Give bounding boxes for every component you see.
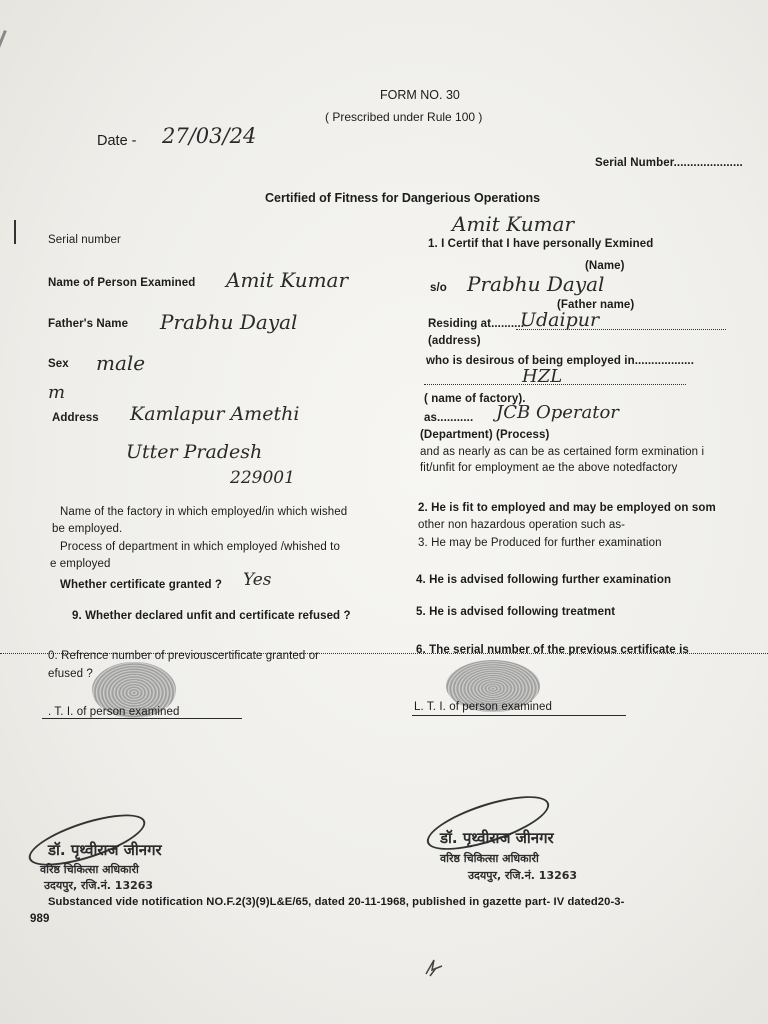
as-label: as........... (424, 412, 474, 424)
right-stamp-title: वरिष्ठ चिकित्सा अधिकारी (440, 852, 539, 865)
paper-fold-mark (0, 30, 7, 170)
employed-in-text: who is desirous of being employed in.................. (426, 355, 695, 367)
department-caption: (Department) (Process) (420, 429, 550, 441)
item-4: 4. He is advised following further examination (416, 574, 672, 586)
q-process-line-1: Process of department in which employed /whished to (60, 541, 340, 553)
footer-notification-line-2: 989 (30, 913, 50, 925)
left-stamp-reg: उदयपुर, रजि.नं. 13263 (44, 879, 154, 892)
form-number: FORM NO. 30 (380, 88, 460, 102)
right-lti-line (412, 715, 626, 716)
q-certificate-granted: Whether certificate granted ? (60, 579, 223, 591)
address-pin: 229001 (230, 468, 295, 488)
q-refrence-line-2: efused ? (48, 668, 93, 680)
father-name-label: Father's Name (48, 318, 129, 330)
person-name-value: Amit Kumar (226, 268, 349, 292)
name-caption: (Name) (585, 260, 625, 272)
left-lti-line (42, 718, 242, 719)
as-value: JCB Operator (496, 402, 619, 423)
left-stamp-name: डॉ. पृथ्वीराज जीनगर (48, 841, 162, 859)
residing-dotline (516, 329, 726, 330)
so-value: Prabhu Dayal (467, 272, 605, 296)
serial-number-label: Serial number (48, 234, 121, 246)
factory-caption: ( name of factory). (424, 393, 526, 405)
address-label: Address (52, 412, 99, 424)
sex-label: Sex (48, 358, 69, 370)
form-title: Certified of Fitness for Dangerious Operations (265, 191, 541, 205)
factory-value: HZL (522, 366, 563, 387)
item-2-line-2: other non hazardous operation such as- (418, 519, 626, 531)
ascertained-line-1: and as nearly as can be as certained form exmination i (420, 446, 705, 458)
right-stamp-name: डॉ. पृथ्वीराज जीनगर (440, 829, 554, 847)
right-stamp-reg: उदयपुर, रजि.नं. 13263 (468, 869, 578, 882)
left-lti-label: . T. I. of person examined (48, 706, 180, 718)
item-6: 6. The serial number of the previous certificate is (416, 644, 689, 656)
q-factory-line-1: Name of the factory in which employed/in which wished (60, 506, 348, 518)
margin-mark: m (48, 382, 66, 403)
person-name-label: Name of Person Examined (48, 277, 196, 289)
residing-label: Residing at.......... (428, 318, 525, 330)
certificate-granted-mark: Yes (243, 570, 272, 590)
q-declared-unfit: 9. Whether declared unfit and certificate refused ? (72, 610, 351, 622)
footer-notification-line-1: Substanced vide notification NO.F.2(3)(9)L&E/65, dated 20-11-1968, published in gazette part- IV dated20-3- (48, 896, 625, 908)
item-2-line-1: 2. He is fit to employed and may be employed on som (418, 502, 716, 514)
left-stamp-title: वरिष्ठ चिकित्सा अधिकारी (40, 863, 139, 876)
father-name-value: Prabhu Dayal (160, 310, 298, 334)
scribble-mark (424, 956, 444, 978)
form-rule-reference: ( Prescribed under Rule 100 ) (325, 110, 483, 124)
date-value: 27/03/24 (162, 124, 257, 148)
date-label: Date - (97, 133, 137, 149)
q-process-line-2: e employed (50, 558, 111, 570)
right-lti-label: L. T. I. of person examined (414, 701, 553, 713)
ascertained-line-2: fit/unfit for employment ae the above notedfactory (420, 462, 678, 474)
address-line-2: Utter Pradesh (126, 441, 263, 463)
q-refrence-line-1: 0. Refrence number of previouscertificate granted or (48, 650, 320, 662)
certify-text: 1. I Certif that I have personally Exmined (428, 238, 654, 250)
residing-value: Udaipur (520, 309, 600, 331)
sex-value: male (96, 351, 146, 375)
item-3: 3. He may be Produced for further examination (418, 537, 662, 549)
right-signature-mark (421, 785, 554, 861)
q-factory-line-2: be employed. (52, 523, 123, 535)
address-caption: (address) (428, 335, 481, 347)
father-caption: (Father name) (557, 299, 635, 311)
right-name-top: Amit Kumar (452, 212, 575, 236)
margin-bracket (14, 220, 22, 244)
so-label: s/o (430, 282, 447, 294)
serial-number-header: Serial Number..................... (595, 157, 743, 169)
address-line-1: Kamlapur Amethi (130, 403, 300, 425)
item-5: 5. He is advised following treatment (416, 606, 616, 618)
